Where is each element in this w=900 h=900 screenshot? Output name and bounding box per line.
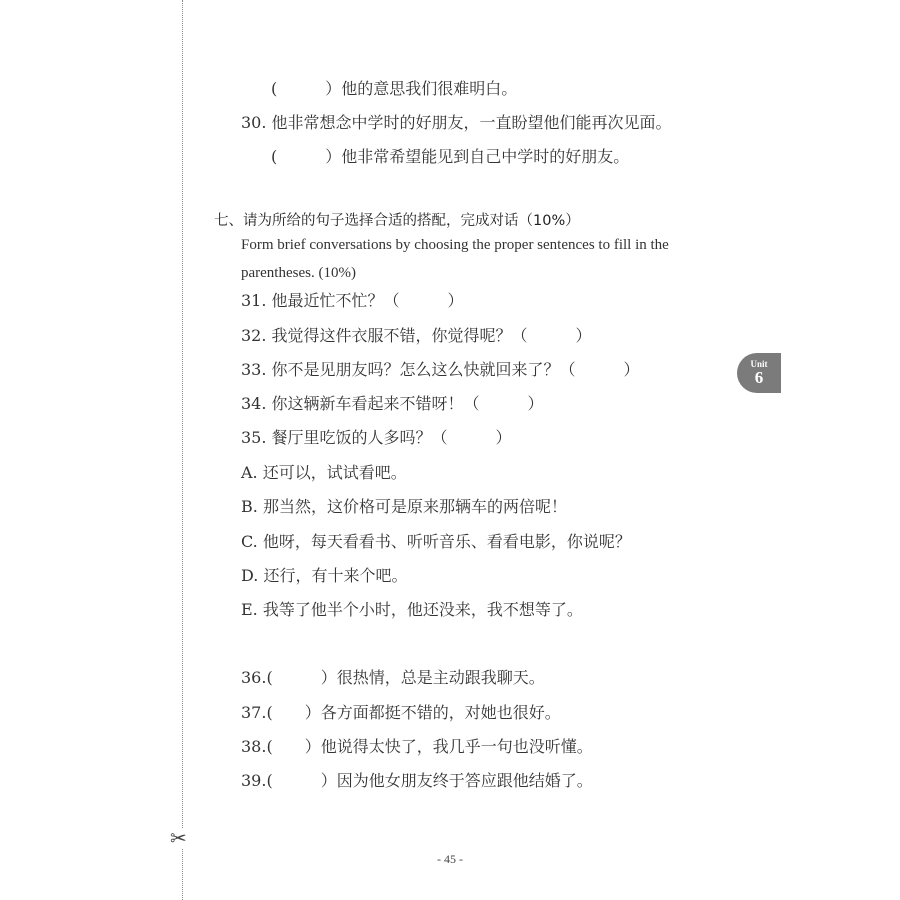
question-number: 32. — [241, 326, 267, 345]
item-text: 他非常想念中学时的好朋友，一直盼望他们能再次见面。 — [271, 113, 672, 132]
question-number: 39. — [241, 771, 267, 790]
answer-blank: ( ） — [266, 703, 321, 722]
unit-tab — [737, 353, 781, 393]
question-number: 38. — [241, 737, 267, 756]
item-number: 30. — [241, 113, 267, 132]
section-instruction-line-2: parentheses. (10%) — [241, 265, 356, 281]
option-e — [241, 600, 583, 620]
item-30 — [241, 113, 672, 133]
section-instruction-line-1: Form brief conversations by choosing the proper sentences to fill in the — [241, 237, 669, 253]
answer-blank: ( ） — [266, 737, 321, 756]
option-d — [241, 566, 407, 586]
question-text: 你这辆新车看起来不错呀！（ ） — [271, 394, 544, 413]
option-text: 那当然，这价格可是原来那辆车的两倍呢！ — [262, 497, 567, 516]
answer-blank: ( ） — [266, 668, 337, 687]
item-text: ( ）他非常希望能见到自己中学时的好朋友。 — [271, 147, 630, 166]
option-a — [241, 463, 407, 483]
question-36 — [241, 668, 545, 688]
answer-blank: ( ） — [266, 771, 337, 790]
option-letter: A. — [241, 463, 258, 482]
option-text: 还行，有十来个吧。 — [263, 566, 408, 585]
option-letter: B. — [241, 497, 258, 516]
unit-tab-label: Unit — [750, 359, 768, 369]
page-number: - 45 - — [437, 852, 463, 866]
question-text: 你不是见朋友吗？怎么这么快就回来了？（ ） — [271, 360, 640, 379]
question-38 — [241, 737, 593, 757]
section-heading: 七、请为所给的句子选择合适的搭配，完成对话（10%） — [214, 213, 580, 229]
question-31 — [241, 291, 464, 311]
question-text: 因为他女朋友终于答应跟他结婚了。 — [336, 771, 593, 790]
option-text: 他呀，每天看看书、听听音乐、看看电影，你说呢？ — [262, 532, 631, 551]
question-text: 很热情，总是主动跟我聊天。 — [336, 668, 545, 687]
question-39 — [241, 771, 593, 791]
question-number: 33. — [241, 360, 267, 379]
question-35 — [241, 428, 512, 448]
question-37 — [241, 703, 561, 723]
item-30-rewrite — [271, 147, 629, 167]
question-text: 餐厅里吃饭的人多吗？（ ） — [271, 428, 512, 447]
option-letter: D. — [241, 566, 259, 585]
question-number: 37. — [241, 703, 267, 722]
question-number: 36. — [241, 668, 267, 687]
question-32 — [241, 326, 592, 346]
scissors-icon: ✂ — [170, 826, 187, 850]
question-number: 35. — [241, 428, 267, 447]
question-34 — [241, 394, 544, 414]
question-text: 各方面都挺不错的，对她也很好。 — [320, 703, 561, 722]
option-text: 还可以，试试看吧。 — [262, 463, 407, 482]
option-text: 我等了他半个小时，他还没来，我不想等了。 — [262, 600, 583, 619]
question-text: 他说得太快了，我几乎一句也没听懂。 — [320, 737, 593, 756]
option-c — [241, 532, 631, 552]
option-letter: E. — [241, 600, 258, 619]
item-text: ( ）他的意思我们很难明白。 — [271, 79, 518, 98]
item-29-rewrite — [271, 79, 517, 99]
question-text: 我觉得这件衣服不错，你觉得呢？（ ） — [271, 326, 592, 345]
option-letter: C. — [241, 532, 258, 551]
cut-line — [182, 0, 183, 900]
question-33 — [241, 360, 640, 380]
option-b — [241, 497, 567, 517]
question-number: 34. — [241, 394, 267, 413]
question-text: 他最近忙不忙？（ ） — [271, 291, 464, 310]
unit-tab-number: 6 — [754, 368, 764, 387]
question-number: 31. — [241, 291, 267, 310]
